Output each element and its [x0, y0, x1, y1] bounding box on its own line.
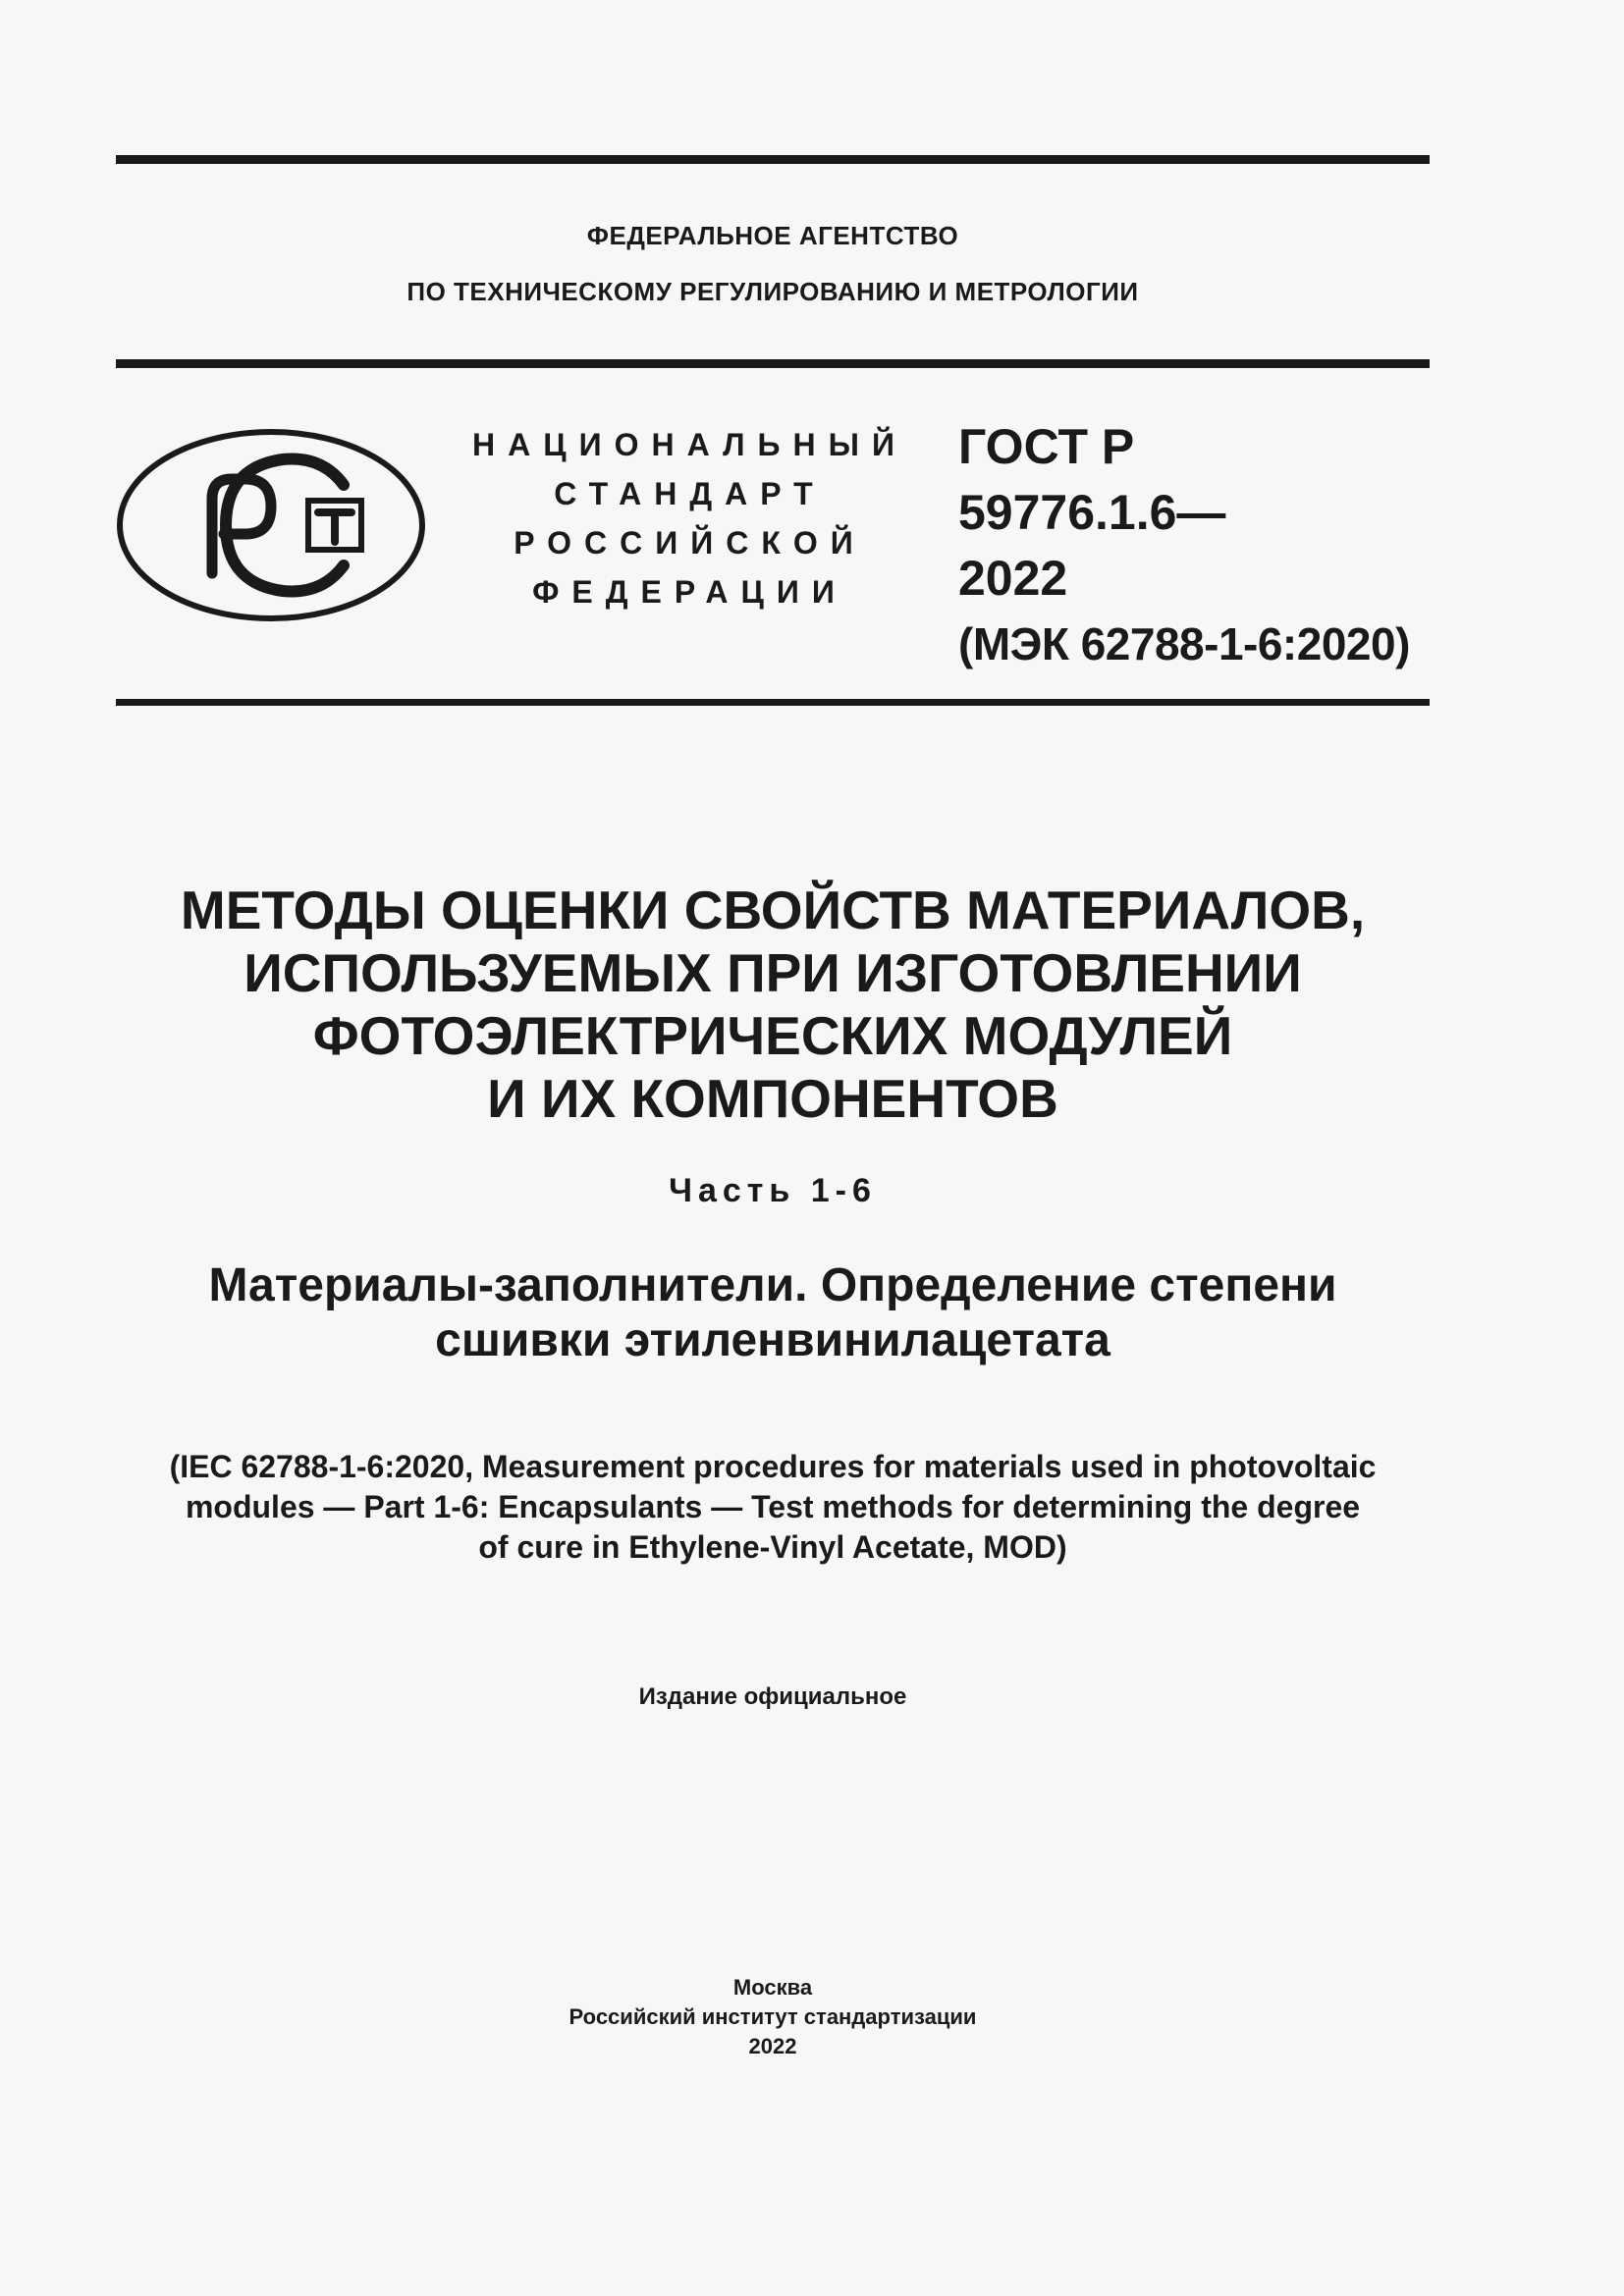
title-line2: ИСПОЛЬЗУЕМЫХ ПРИ ИЗГОТОВЛЕНИИ: [244, 942, 1302, 1003]
designation-rule: [116, 699, 1430, 706]
imprint-city: Москва: [732, 1975, 813, 2000]
standard-designation: [958, 414, 1430, 677]
designation-line3: 2022: [958, 551, 1068, 606]
imprint: [116, 1973, 1430, 2061]
title-line3: ФОТОЭЛЕКТРИЧЕСКИХ МОДУЛЕЙ: [312, 1005, 1233, 1066]
agency-name-line2: ПО ТЕХНИЧЕСКОМУ РЕГУЛИРОВАНИЮ И МЕТРОЛОГИИ: [406, 277, 1139, 306]
subtitle-line1: Материалы-заполнители. Определение степени: [208, 1259, 1337, 1311]
imprint-year: 2022: [748, 2034, 797, 2058]
iec-title-line2: modules — Part 1-6: Encapsulants — Test methods for determining the degree: [185, 1489, 1361, 1524]
iec-title-line1: (IEC 62788-1-6:2020, Measurement procedures for materials used in photovoltaic: [169, 1449, 1377, 1484]
iec-title: [116, 1447, 1430, 1568]
standard-type-line3: РОССИЙСКОЙ: [514, 525, 866, 561]
title-line4: И ИХ КОМПОНЕНТОВ: [487, 1068, 1058, 1129]
edition-label: Издание официальное: [638, 1683, 907, 1710]
standard-type-line2: СТАНДАРТ: [554, 476, 826, 511]
document-subtitle: [116, 1258, 1430, 1368]
rst-certification-mark-icon: [116, 428, 426, 622]
designation-iec-equivalent: (МЭК 62788-1-6:2020): [958, 618, 1410, 669]
top-rule: [116, 155, 1430, 164]
agency-rule: [116, 359, 1430, 368]
title-line1: МЕТОДЫ ОЦЕНКИ СВОЙСТВ МАТЕРИАЛОВ,: [180, 880, 1366, 940]
standard-type-line4: ФЕДЕРАЦИИ: [532, 574, 847, 610]
designation-line1: ГОСТ Р: [958, 419, 1135, 474]
document-title: [116, 879, 1430, 1130]
part-number: Часть 1-6: [669, 1172, 877, 1209]
designation-line2: 59776.1.6—: [958, 485, 1226, 540]
standard-type: [461, 420, 918, 616]
subtitle-line2: сшивки этиленвинилацетата: [435, 1314, 1110, 1366]
iec-title-line3: of cure in Ethylene-Vinyl Acetate, MOD): [478, 1529, 1067, 1565]
standard-type-line1: НАЦИОНАЛЬНЫЙ: [472, 427, 907, 462]
agency-name-line1: ФЕДЕРАЛЬНОЕ АГЕНТСТВО: [586, 221, 959, 250]
imprint-publisher: Российский институт стандартизации: [568, 2004, 977, 2029]
